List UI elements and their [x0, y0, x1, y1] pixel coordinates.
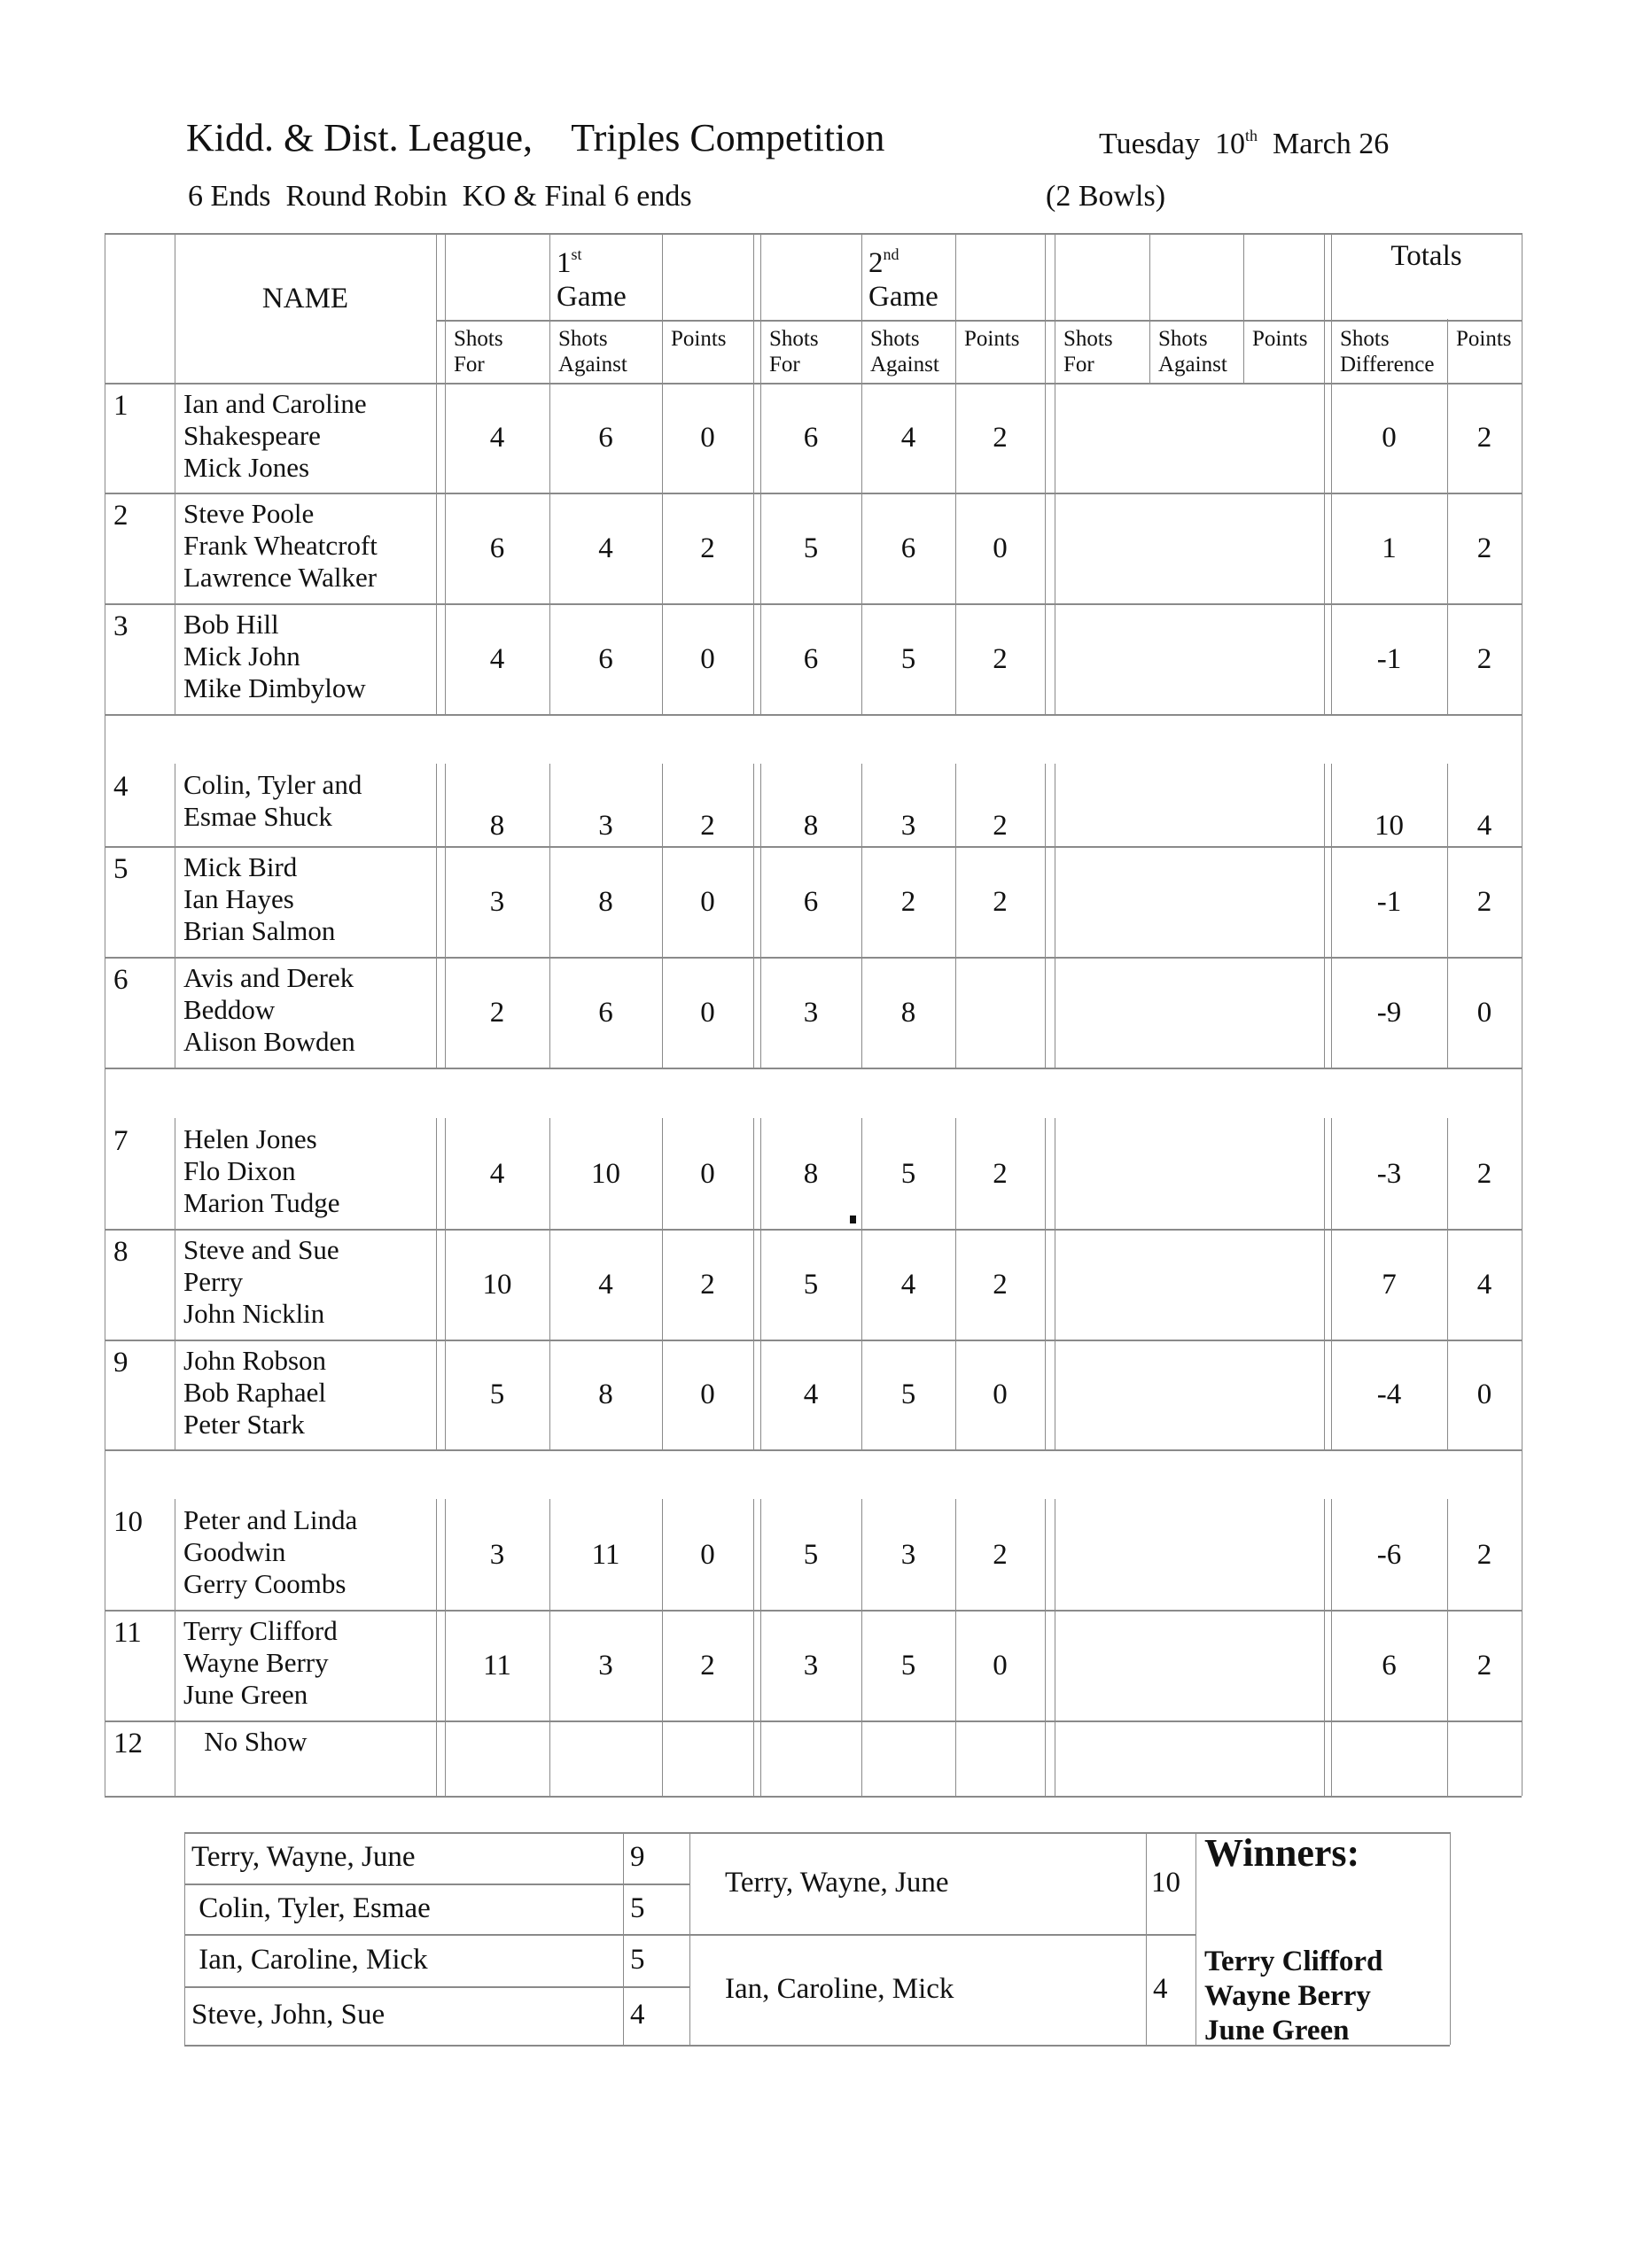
team-member-name: Mick John — [183, 641, 300, 672]
cell-diff: 10 — [1375, 810, 1404, 842]
semi-final-score: 5 — [630, 1891, 645, 1924]
cell-diff: -9 — [1376, 996, 1402, 1029]
table-rule — [184, 1884, 689, 1885]
cell-g1-for: 8 — [489, 810, 505, 842]
cell-points: 0 — [1476, 996, 1492, 1029]
team-member-name: Helen Jones — [183, 1123, 317, 1154]
cell-g2-against: 4 — [900, 422, 916, 454]
bowls-note: (2 Bowls) — [1046, 180, 1166, 213]
semi-final-team: Terry, Wayne, June — [191, 1841, 416, 1873]
cell-points: 2 — [1476, 1649, 1492, 1682]
team-member-name: Ian and Caroline — [183, 388, 367, 419]
cell-g1-against: 4 — [598, 532, 613, 564]
points-subheader: Points — [671, 327, 727, 351]
cell-g2-for: 5 — [803, 1538, 819, 1571]
cell-diff: 1 — [1382, 532, 1397, 564]
cell-g1-points: 2 — [700, 532, 715, 564]
scan-speck — [850, 1216, 856, 1223]
cell-points: 2 — [1476, 885, 1492, 918]
team-member-name: Flo Dixon — [183, 1155, 296, 1186]
date-suffix: th — [1245, 127, 1258, 144]
cell-g2-points: 2 — [993, 1538, 1008, 1571]
shots-for-subheader: Shots — [454, 327, 503, 351]
cell-g1-against: 10 — [591, 1157, 620, 1190]
cell-diff: 7 — [1382, 1268, 1397, 1301]
cell-g1-against: 6 — [598, 642, 613, 675]
team-member-name: Mick Bird — [183, 851, 298, 882]
team-member-name: Shakespeare — [183, 420, 321, 451]
cell-g2-for: 4 — [803, 1379, 819, 1410]
cell-points: 4 — [1476, 810, 1492, 842]
cell-g2-points: 2 — [993, 1157, 1008, 1190]
winner-name: Wayne Berry — [1204, 1980, 1371, 2012]
row-number: 12 — [113, 1728, 143, 1759]
cell-g2-for: 8 — [803, 810, 819, 842]
game-label: Game — [868, 281, 938, 313]
cell-g2-against: 3 — [900, 810, 916, 842]
cell-diff: -3 — [1376, 1157, 1402, 1190]
cell-g1-against: 8 — [598, 885, 613, 918]
team-member-name: Peter and Linda — [183, 1504, 358, 1535]
game-ordinal-suffix: nd — [883, 245, 899, 263]
cell-g1-against: 3 — [598, 1649, 613, 1682]
points-subheader: Points — [964, 327, 1020, 351]
team-member-name: Perry — [183, 1266, 244, 1297]
cell-g2-for: 3 — [803, 1649, 819, 1682]
team-member-name: John Nicklin — [183, 1298, 325, 1329]
cell-g1-points: 2 — [700, 1268, 715, 1301]
cell-g1-for: 10 — [482, 1268, 512, 1301]
game-ordinal: 2 — [868, 247, 884, 279]
team-member-name: No Show — [183, 1726, 308, 1757]
team-member-name: Goodwin — [183, 1536, 286, 1567]
cell-g1-against: 3 — [598, 810, 613, 842]
cell-g2-against: 5 — [900, 1157, 916, 1190]
cell-g1-for: 11 — [483, 1649, 511, 1682]
shots-against-subheader: Against — [870, 353, 939, 377]
cell-g2-against: 5 — [900, 1649, 916, 1682]
cell-g2-for: 3 — [803, 996, 819, 1029]
row-number: 6 — [113, 964, 128, 996]
cell-g2-points: 2 — [993, 422, 1008, 454]
team-member-name: Terry Clifford — [183, 1615, 338, 1646]
cell-g2-against: 5 — [900, 642, 916, 675]
semi-final-team: Ian, Caroline, Mick — [191, 1943, 428, 1976]
cell-points: 2 — [1476, 532, 1492, 564]
game-label: Game — [557, 281, 627, 313]
team-member-name: Brian Salmon — [183, 915, 336, 946]
cell-g1-for: 2 — [489, 996, 505, 1029]
cell-g1-points: 2 — [700, 810, 715, 842]
cell-points: 2 — [1476, 642, 1492, 675]
cell-points: 2 — [1476, 1157, 1492, 1190]
cell-points: 2 — [1476, 1538, 1492, 1571]
shots-for-subheader: Shots — [1063, 327, 1113, 351]
cell-g2-points: 2 — [993, 810, 1008, 842]
cell-g2-against: 6 — [900, 532, 916, 564]
cell-g1-points: 2 — [700, 1649, 715, 1682]
cell-g2-points: 0 — [993, 532, 1008, 564]
team-member-name: Marion Tudge — [183, 1187, 340, 1218]
totals-header: Totals — [1390, 240, 1462, 272]
winner-name: June Green — [1204, 2015, 1350, 2047]
final-score: 10 — [1151, 1866, 1180, 1899]
cell-g1-points: 0 — [700, 642, 715, 675]
shots-diff-subheader: Shots — [1340, 327, 1390, 351]
cell-g1-against: 8 — [598, 1379, 613, 1410]
semi-final-team: Steve, John, Sue — [191, 1999, 385, 2031]
cell-g1-points: 0 — [700, 885, 715, 918]
cell-diff: -1 — [1376, 885, 1402, 918]
final-team: Ian, Caroline, Mick — [725, 1972, 954, 2005]
cell-g2-against: 3 — [900, 1538, 916, 1571]
team-member-name: Wayne Berry — [183, 1647, 329, 1678]
cell-g1-against: 6 — [598, 996, 613, 1029]
team-member-name: Bob Hill — [183, 609, 279, 640]
cell-points: 2 — [1476, 422, 1492, 454]
table-rule — [623, 1832, 624, 2045]
cell-g1-against: 6 — [598, 422, 613, 454]
cell-g1-for: 4 — [489, 1157, 505, 1190]
points-subheader: Points — [1456, 327, 1512, 351]
team-member-name: Avis and Derek — [183, 962, 354, 993]
row-number: 9 — [113, 1347, 128, 1379]
row-number: 11 — [113, 1617, 142, 1649]
cell-g1-for: 4 — [489, 422, 505, 454]
cell-g1-for: 4 — [489, 642, 505, 675]
row-number: 4 — [113, 771, 128, 803]
date-day: Tuesday 10 — [1099, 128, 1245, 160]
cell-points: 0 — [1476, 1379, 1492, 1410]
cell-g2-against: 4 — [900, 1268, 916, 1301]
points-subheader: Points — [1252, 327, 1308, 351]
cell-g2-for: 5 — [803, 532, 819, 564]
cell-g2-for: 5 — [803, 1268, 819, 1301]
page-title: Kidd. & Dist. League, Triples Competition — [186, 116, 885, 159]
final-team: Terry, Wayne, June — [725, 1866, 949, 1899]
table-rule — [184, 1986, 689, 1988]
team-member-name: Esmae Shuck — [183, 801, 332, 832]
winner-name: Terry Clifford — [1204, 1946, 1383, 1977]
game-ordinal-suffix: st — [571, 245, 582, 263]
row-number: 10 — [113, 1506, 143, 1538]
semi-final-score: 9 — [630, 1841, 645, 1873]
cell-g1-against: 11 — [591, 1538, 620, 1571]
cell-g1-points: 0 — [700, 1538, 715, 1571]
cell-points: 4 — [1476, 1268, 1492, 1301]
shots-against-subheader: Against — [558, 353, 627, 377]
team-member-name: Steve Poole — [183, 498, 315, 529]
cell-g2-against: 5 — [900, 1379, 916, 1410]
semi-final-team: Colin, Tyler, Esmae — [191, 1891, 431, 1924]
cell-diff: -6 — [1376, 1538, 1402, 1571]
team-member-name: Gerry Coombs — [183, 1568, 347, 1599]
cell-g2-points: 2 — [993, 642, 1008, 675]
cell-g2-points: 2 — [993, 1268, 1008, 1301]
shots-against-subheader: Shots — [558, 327, 608, 351]
cell-g1-for: 3 — [489, 1538, 505, 1571]
row-number: 5 — [113, 853, 128, 885]
cell-g1-against: 4 — [598, 1268, 613, 1301]
shots-against-subheader: Against — [1158, 353, 1227, 377]
cell-g2-against: 2 — [900, 885, 916, 918]
cell-g1-points: 0 — [700, 1379, 715, 1410]
semi-final-score: 4 — [630, 1999, 645, 2031]
cell-g2-for: 6 — [803, 642, 819, 675]
team-member-name: June Green — [183, 1679, 308, 1710]
row-number: 7 — [113, 1125, 128, 1157]
final-score: 4 — [1153, 1972, 1168, 2005]
team-member-name: Lawrence Walker — [183, 562, 378, 593]
shots-for-subheader: For — [769, 353, 800, 377]
row-number: 3 — [113, 610, 128, 642]
cell-diff: 0 — [1382, 422, 1397, 454]
cell-g2-against: 8 — [900, 996, 916, 1029]
table-rule — [1195, 1832, 1196, 2045]
shots-diff-subheader: Difference — [1340, 353, 1435, 377]
cell-diff: 6 — [1382, 1649, 1397, 1682]
team-member-name: Beddow — [183, 994, 276, 1025]
format-subtitle: 6 Ends Round Robin KO & Final 6 ends — [188, 180, 692, 213]
cell-diff: -1 — [1376, 642, 1402, 675]
table-rule — [689, 1832, 690, 2045]
cell-g1-points: 0 — [700, 422, 715, 454]
cell-g2-points: 2 — [993, 885, 1008, 918]
game-ordinal: 1 — [557, 247, 572, 279]
cell-g2-for: 6 — [803, 422, 819, 454]
table-rule — [184, 1832, 185, 2045]
team-member-name: Peter Stark — [183, 1409, 305, 1440]
team-member-name: John Robson — [183, 1345, 327, 1376]
team-member-name: Ian Hayes — [183, 883, 294, 914]
semi-final-score: 5 — [630, 1943, 645, 1976]
row-number: 1 — [113, 390, 128, 422]
team-member-name: Bob Raphael — [183, 1377, 326, 1408]
cell-g1-points: 0 — [700, 996, 715, 1029]
shots-for-subheader: For — [1063, 353, 1094, 377]
row-number: 8 — [113, 1236, 128, 1268]
shots-for-subheader: For — [454, 353, 485, 377]
team-member-name: Frank Wheatcroft — [183, 530, 378, 561]
cell-g2-points: 0 — [993, 1649, 1008, 1682]
cell-g2-for: 6 — [803, 885, 819, 918]
name-column-header: NAME — [261, 283, 349, 315]
team-member-name: Colin, Tyler and — [183, 769, 362, 800]
cell-g1-for: 3 — [489, 885, 505, 918]
cell-diff: -4 — [1376, 1379, 1402, 1410]
shots-against-subheader: Shots — [870, 327, 920, 351]
cell-g1-points: 0 — [700, 1157, 715, 1190]
shots-against-subheader: Shots — [1158, 327, 1208, 351]
date-month-year: March 26 — [1258, 128, 1390, 160]
team-member-name: Mike Dimbylow — [183, 672, 366, 703]
row-number: 2 — [113, 500, 128, 532]
team-member-name: Steve and Sue — [183, 1234, 339, 1265]
cell-g1-for: 6 — [489, 532, 505, 564]
shots-for-subheader: Shots — [769, 327, 819, 351]
table-rule — [1146, 1832, 1147, 2045]
cell-g1-for: 5 — [489, 1379, 505, 1410]
winners-label: Winners: — [1204, 1831, 1360, 1875]
cell-g2-points: 0 — [993, 1379, 1008, 1410]
cell-g2-for: 8 — [803, 1157, 819, 1190]
team-member-name: Alison Bowden — [183, 1026, 355, 1057]
team-member-name: Mick Jones — [183, 452, 310, 483]
